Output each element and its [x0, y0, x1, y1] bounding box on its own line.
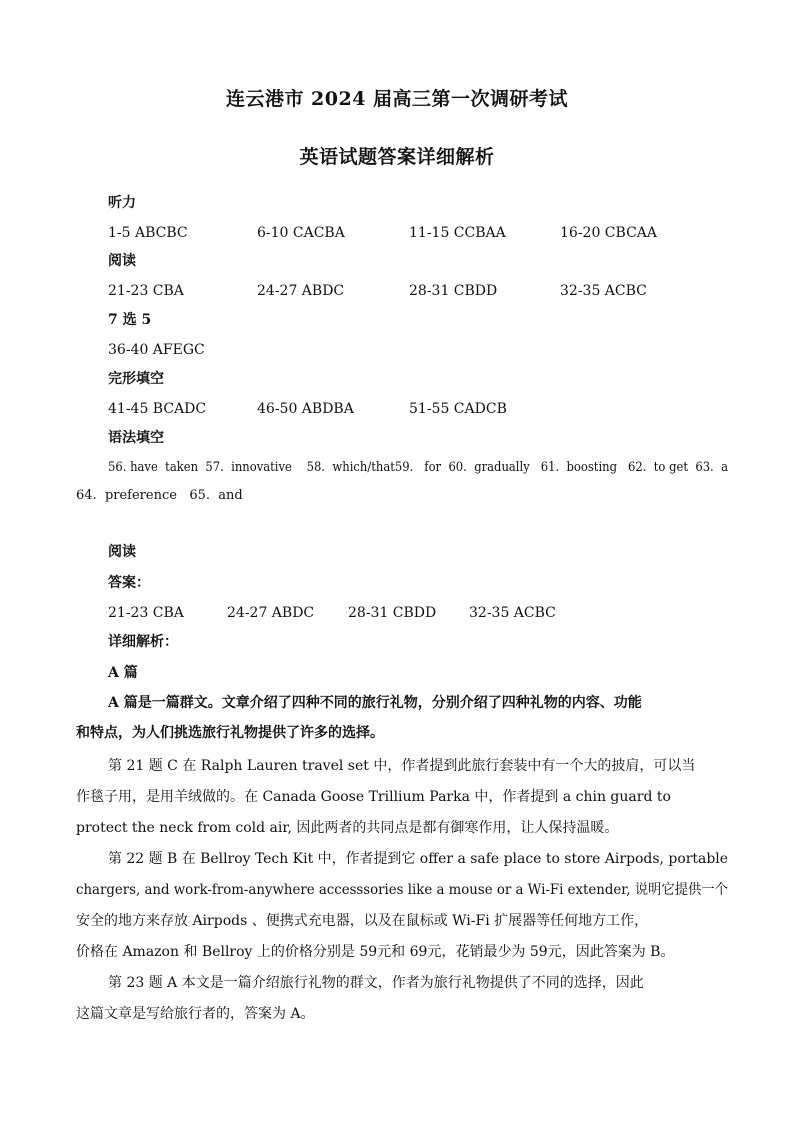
answer-group: 41-45 BCADC: [108, 401, 207, 417]
answer-group: 28-31 CBDD: [409, 283, 498, 299]
answer-group: 16-20 CBCAA: [560, 225, 658, 241]
answer-group: 11-15 CCBAA: [409, 225, 506, 241]
paragraph-line: A 篇是一篇群文。文章介绍了四种不同的旅行礼物，分别介绍了四种礼物的内容、功能: [108, 695, 642, 711]
paragraph-line: chargers, and work-from-anywhere accesssories like a mouse or a Wi-Fi extender, 说明它提供一个: [76, 882, 728, 898]
page-subtitle: 英语试题答案详细解析: [299, 146, 495, 168]
passage-summary: [76, 694, 721, 754]
answer-group: 32-35 ACBC: [469, 605, 556, 621]
paragraph-line: 第 23 题 A 本文是一篇介绍旅行礼物的群文，作者为旅行礼物提供了不同的选择，因此: [108, 975, 644, 991]
grammar-answers-line: 64. preference 65. and: [76, 488, 243, 503]
answer-group: 24-27 ABDC: [257, 283, 345, 299]
section-heading-listening: 听力: [108, 195, 136, 211]
paragraph-line: 第 22 题 B 在 Bellroy Tech Kit 中，作者提到它 offer a safe place to store Airpods, portable: [108, 851, 728, 867]
answer-group: 24-27 ABDC: [227, 605, 315, 621]
grammar-answers-line: 56. have taken 57. innovative 58. which/that59. for 60. gradually 61. boosting 62. to get 63. a: [108, 460, 728, 475]
paragraph-line: 作毯子用，是用羊绒做的。在 Canada Goose Trillium Parka 中，作者提到 a chin guard to: [76, 789, 671, 805]
passage-label: A 篇: [108, 665, 138, 681]
paragraph-line: 第 21 题 C 在 Ralph Lauren travel set 中，作者提到此旅行套装中有一个大的披肩，可以当: [108, 758, 696, 774]
answer-group: 21-23 CBA: [108, 605, 184, 621]
answer-group: 36-40 AFEGC: [108, 342, 205, 358]
answer-group: 32-35 ACBC: [560, 283, 647, 299]
answer-group: 21-23 CBA: [108, 283, 184, 299]
page-title: 连云港市 2024 届高三第一次调研考试: [225, 88, 569, 110]
answer-group: 46-50 ABDBA: [257, 401, 354, 417]
explanation-label: 详细解析：: [108, 634, 178, 650]
section-heading-seven-choose-five: 7 选 5: [108, 312, 152, 328]
section-heading-grammar: 语法填空: [108, 430, 164, 446]
paragraph-line: 这篇文章是写给旅行者的，答案为 A。: [76, 1006, 315, 1022]
answer-group: 28-31 CBDD: [348, 605, 437, 621]
paragraph-line: 价格在 Amazon 和 Bellroy 上的价格分别是 59元和 69元，花销最少为 59元，因此答案为 B。: [76, 944, 675, 960]
section-heading-reading: 阅读: [108, 253, 136, 269]
question-23-explanation: [76, 974, 721, 1034]
paragraph-line: protect the neck from cold air, 因此两者的共同点是都有御寒作用，让人保持温暖。: [76, 820, 619, 836]
question-21-explanation: [76, 757, 721, 847]
section-heading-cloze: 完形填空: [108, 371, 164, 387]
section-heading-reading-detail: 阅读: [108, 544, 136, 560]
answer-group: 1-5 ABCBC: [108, 225, 188, 241]
question-22-explanation: [76, 850, 728, 970]
answer-group: 6-10 CACBA: [257, 225, 345, 241]
answer-group: 51-55 CADCB: [409, 401, 507, 417]
paragraph-line: 安全的地方来存放 Airpods 、便携式充电器，以及在鼠标或 Wi-Fi 扩展器等任何地方工作，: [76, 913, 649, 929]
paragraph-line: 和特点，为人们挑选旅行礼物提供了许多的选择。: [76, 725, 384, 741]
answers-label: 答案：: [108, 575, 150, 591]
